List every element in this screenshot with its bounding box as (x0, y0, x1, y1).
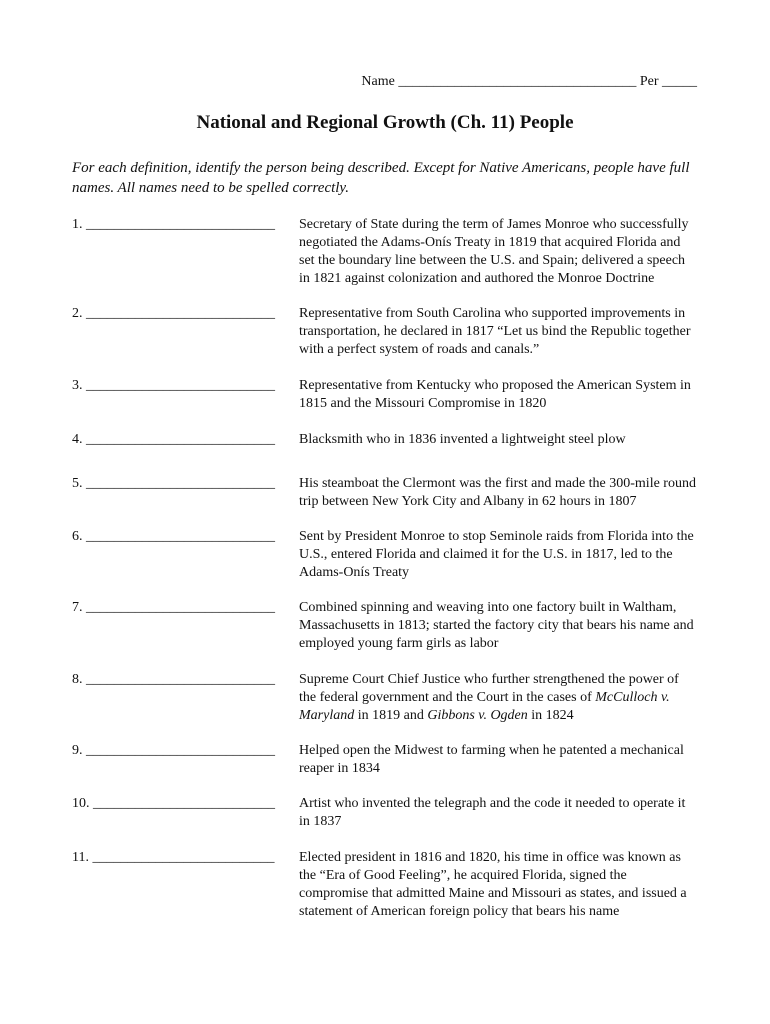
definition-part: in 1819 and (354, 708, 428, 723)
question-item-5 (72, 475, 712, 511)
definition-text: Helped open the Midwest to farming when he patented a mechanical reaper in 1834 (299, 743, 684, 776)
question-item-1 (72, 216, 712, 288)
definition-text: Representative from Kentucky who proposed the American System in 1815 and the Missouri Compromise in 1820 (299, 378, 691, 411)
question-item-9 (72, 742, 712, 778)
definition-text: Artist who invented the telegraph and the code it needed to operate it in 1837 (299, 796, 686, 829)
question-list (72, 216, 712, 921)
question-item-6 (72, 528, 712, 582)
answer-blank[interactable]: 10. __________________________ (72, 796, 275, 811)
question-item-11 (72, 849, 712, 921)
answer-blank[interactable]: 9. ___________________________ (72, 743, 275, 758)
name-period-line[interactable]: Name __________________________________ Per _____ (361, 74, 697, 89)
definition-part: in 1824 (527, 708, 574, 723)
question-item-2 (72, 305, 712, 359)
case-name-2: Gibbons v. Ogden (427, 708, 528, 723)
answer-blank[interactable]: 11. __________________________ (72, 850, 275, 865)
question-item-8 (72, 671, 712, 725)
definition-text: Representative from South Carolina who supported improvements in transportation, he declared in 1817 “Let us bind the Republic together with a perfect system of roads and canals.” (299, 306, 691, 357)
answer-blank[interactable]: 7. ___________________________ (72, 600, 275, 615)
definition-part: Supreme Court Chief Justice who further strengthened the power of the federal government and the Court in the cases of (299, 672, 679, 705)
page-title: National and Regional Growth (Ch. 11) People (196, 112, 574, 133)
answer-blank[interactable]: 6. ___________________________ (72, 529, 275, 544)
answer-blank[interactable]: 5. ___________________________ (72, 476, 275, 491)
answer-blank[interactable]: 3. ___________________________ (72, 378, 275, 393)
answer-blank[interactable]: 8. ___________________________ (72, 672, 275, 687)
definition-text: His steamboat the Clermont was the first and made the 300-mile round trip between New York City and Albany in 62 hours in 1807 (299, 476, 696, 509)
case-name-1: McCulloch v. Maryland (299, 690, 670, 723)
definition-text: Sent by President Monroe to stop Seminole raids from Florida into the U.S., entered Florida and claimed it for the U.S. in 1817, led to the Adams-Onís Treaty (299, 529, 694, 580)
instructions: For each definition, identify the person being described. Except for Native Americans, people have full names. All names need to be spelled correctly. (72, 160, 690, 196)
question-item-4 (72, 431, 712, 449)
question-item-10 (72, 795, 712, 831)
definition-text: Secretary of State during the term of James Monroe who successfully negotiated the Adams-Onís Treaty in 1819 that acquired Florida and set the boundary line between the U.S. and Spain; delivered a speech in 1821 against colonization and authored the Monroe Doctrine (299, 217, 689, 286)
question-item-3 (72, 377, 712, 413)
answer-blank[interactable]: 4. ___________________________ (72, 432, 275, 447)
definition-text: Blacksmith who in 1836 invented a lightweight steel plow (299, 432, 626, 447)
answer-blank[interactable]: 2. ___________________________ (72, 306, 275, 321)
definition-text (299, 671, 697, 725)
definition-text: Elected president in 1816 and 1820, his time in office was known as the “Era of Good Feeling”, he acquired Florida, signed the compromise that admitted Maine and Missouri as states, and issued a statement of American foreign policy that bears his name (299, 850, 687, 919)
question-item-7 (72, 599, 712, 653)
definition-text: Combined spinning and weaving into one factory built in Waltham, Massachusetts in 1813; started the factory city that bears his name and employed young farm girls as labor (299, 600, 694, 651)
answer-blank[interactable]: 1. ___________________________ (72, 217, 275, 232)
